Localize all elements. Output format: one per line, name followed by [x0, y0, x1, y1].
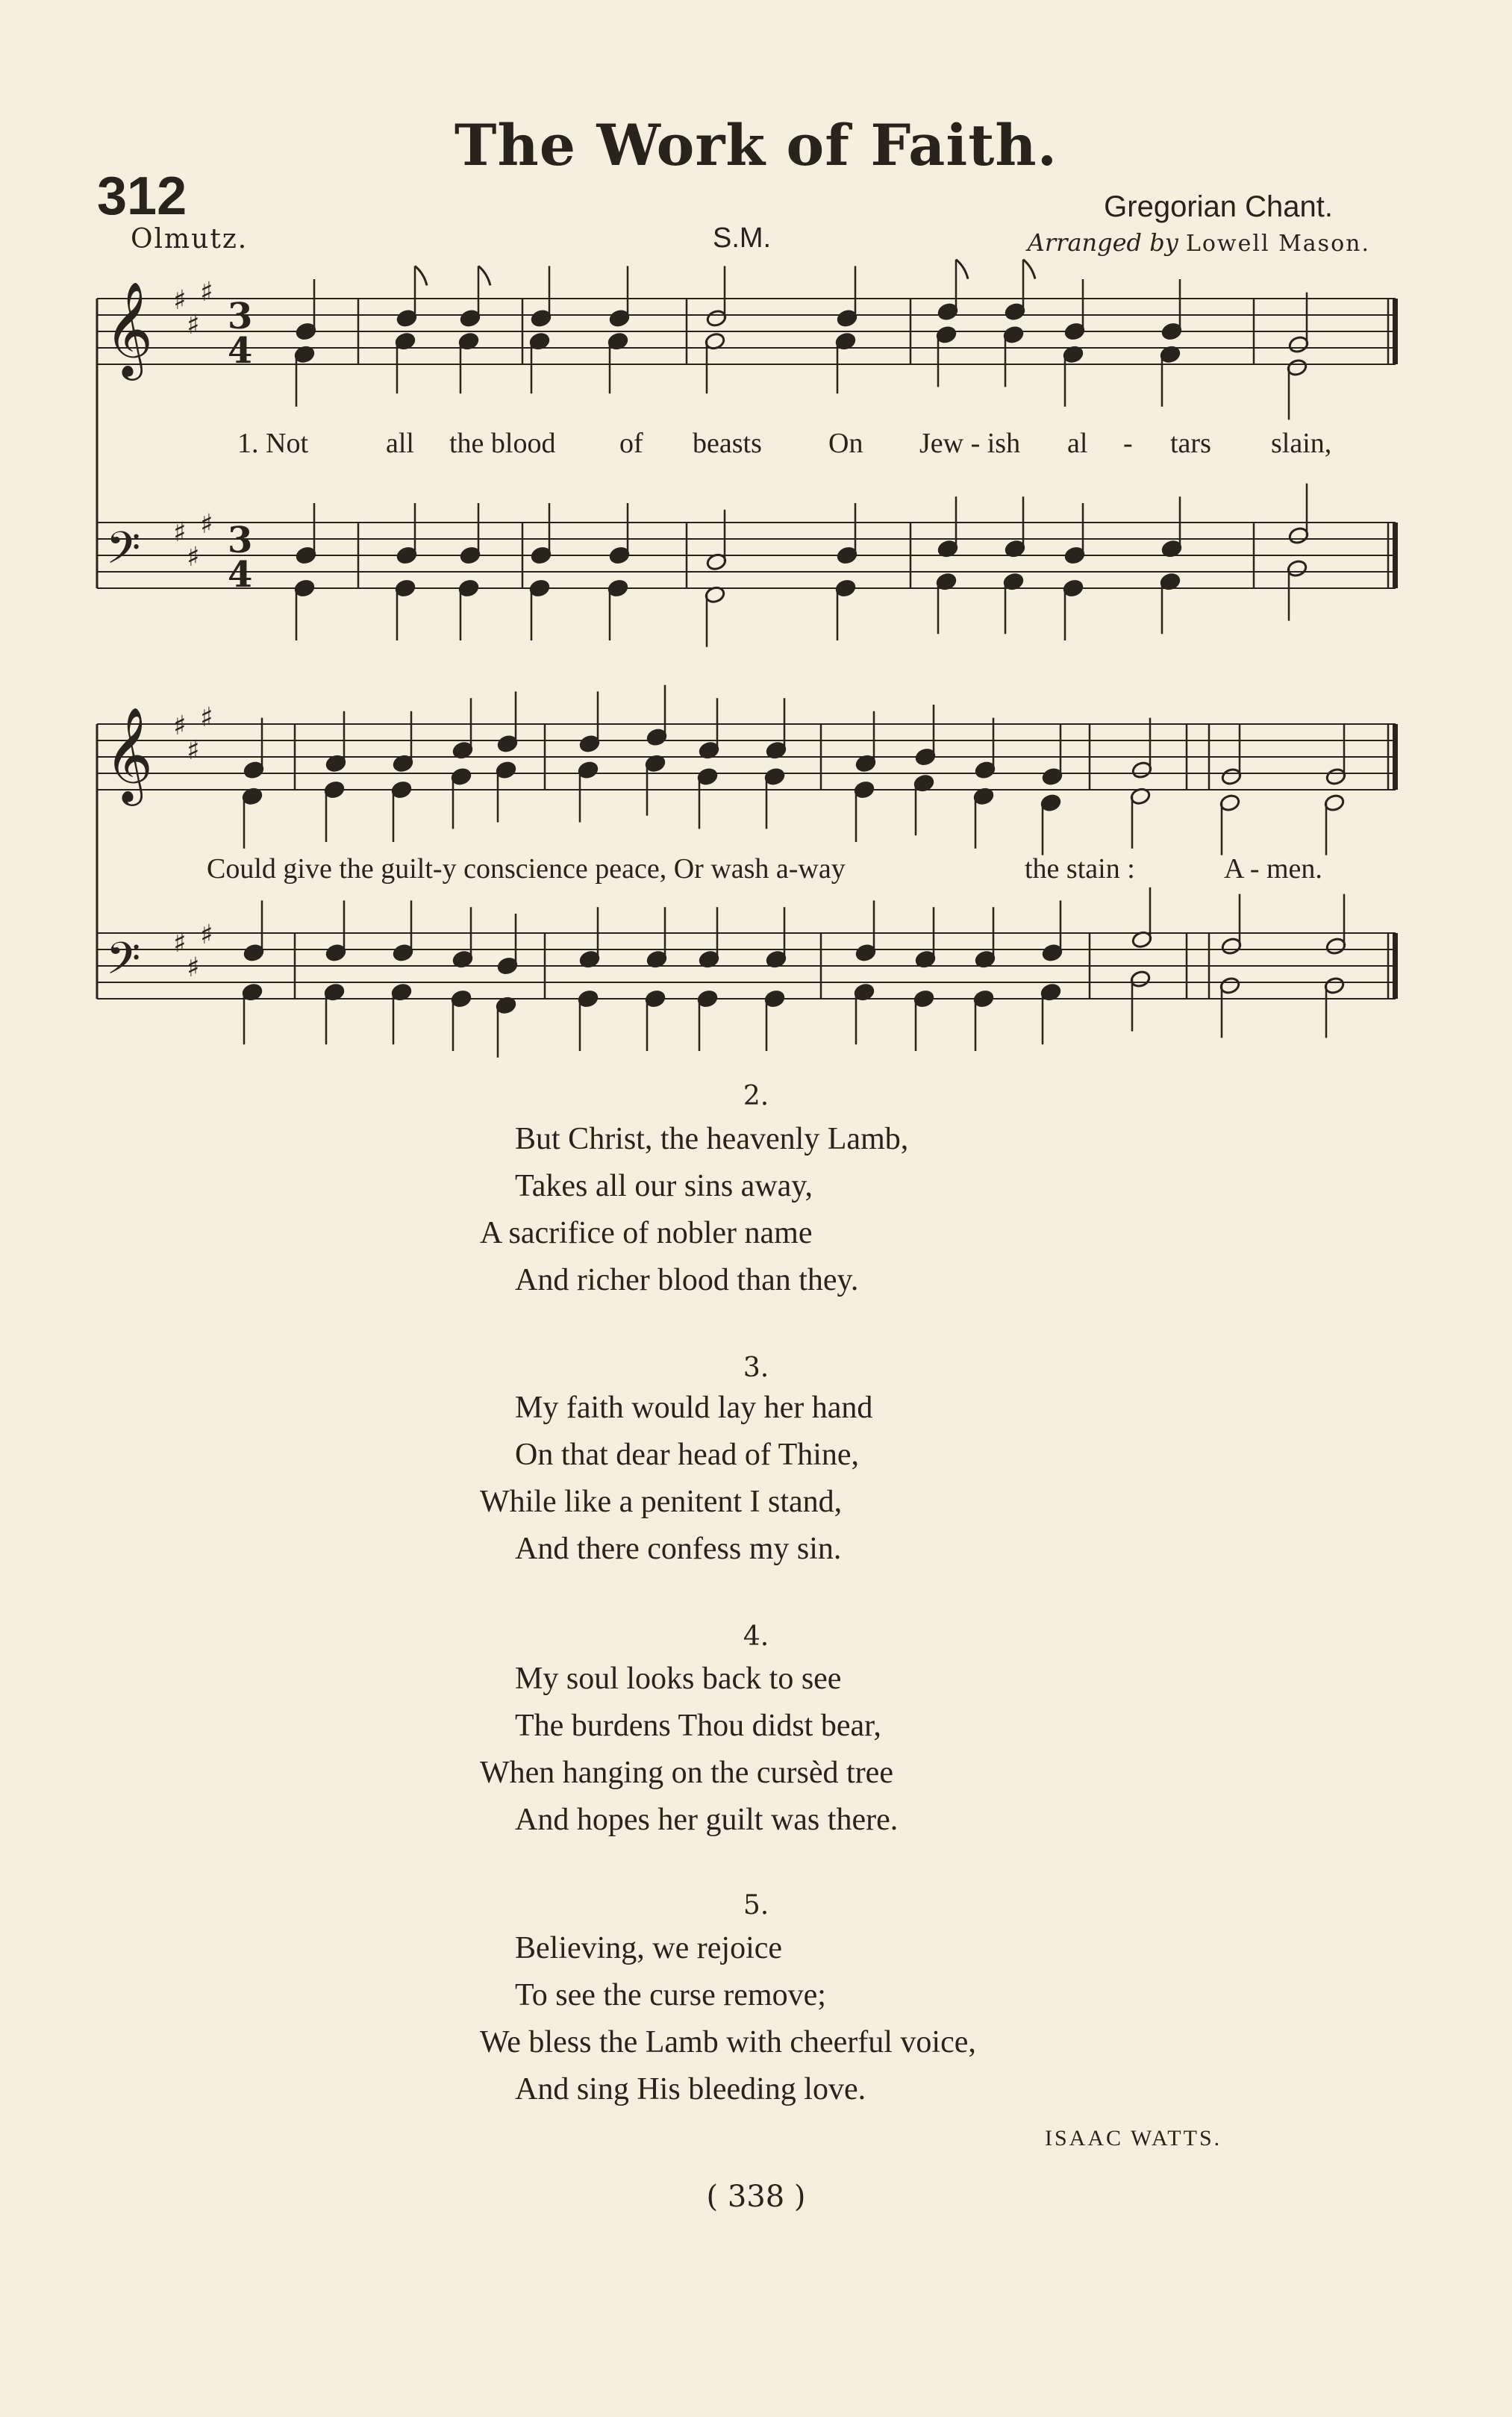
verse-line: And hopes her guilt was there.	[515, 1803, 899, 1837]
tune-name: Olmutz.	[131, 224, 249, 255]
note-flag	[956, 260, 968, 279]
verse-line: We bless the Lamb with cheerful voice,	[480, 2025, 976, 2059]
sharp-sign: ♯	[200, 920, 213, 950]
lyric-syllable: -	[1123, 428, 1133, 459]
lyric-syllable: of	[619, 428, 643, 459]
hymn-number: 312	[97, 166, 187, 226]
verse-number: 4.	[743, 1621, 769, 1652]
verse-line: And sing His bleeding love.	[515, 2072, 866, 2106]
sharp-sign: ♯	[200, 702, 213, 733]
verse-line: To see the curse remove;	[515, 1978, 826, 2012]
lyric-syllable: slain,	[1271, 428, 1332, 459]
final-bar-line	[1393, 523, 1398, 588]
time-signature-bottom: 4	[228, 330, 253, 372]
music-score	[0, 0, 1512, 1075]
verse-line: When hanging on the cursèd tree	[480, 1756, 893, 1790]
lyric-phrase: A - men.	[1224, 853, 1322, 885]
lyrics-line-1	[0, 427, 1512, 464]
verse-line: Takes all our sins away,	[515, 1169, 813, 1203]
lyric-phrase: Could give the guilt-y conscience peace, Or wash a-way	[207, 853, 846, 885]
verse-number: 2.	[743, 1081, 769, 1111]
bass-clef: 𝄢	[106, 522, 141, 584]
verse-number: 3.	[743, 1353, 769, 1383]
time-signature-top: 3	[228, 296, 253, 337]
final-bar-line	[1393, 724, 1398, 790]
sharp-sign: ♯	[187, 952, 200, 983]
lyric-syllable: the blood	[449, 428, 556, 459]
note-flag	[415, 266, 427, 285]
meter: S.M.	[713, 222, 772, 254]
lyric-syllable: Jew - ish	[919, 428, 1021, 459]
sharp-sign: ♯	[173, 711, 187, 741]
verse-line: On that dear head of Thine,	[515, 1438, 860, 1472]
arranger-name: Lowell Mason.	[1185, 231, 1370, 257]
verse-line: A sacrifice of nobler name	[480, 1216, 813, 1250]
hymn-title: The Work of Faith.	[454, 112, 1058, 178]
time-signature-top: 3	[228, 520, 253, 561]
verse-number: 5.	[743, 1890, 769, 1921]
verse-line: The burdens Thou didst bear,	[515, 1709, 881, 1743]
final-bar-line	[1393, 299, 1398, 364]
lyric-syllable: beasts	[693, 428, 762, 459]
arranger-prefix: Arranged by	[1027, 228, 1178, 257]
verse-line: And richer blood than they.	[515, 1263, 859, 1297]
lyric-phrase: the stain :	[1025, 853, 1135, 885]
sharp-sign: ♯	[187, 735, 200, 766]
source-attribution: Gregorian Chant.	[1104, 190, 1333, 223]
lyric-syllable: all	[386, 428, 414, 459]
verse-line: Believing, we rejoice	[515, 1931, 783, 1965]
time-signature-bottom: 4	[228, 554, 253, 596]
author-credit: ISAAC WATTS.	[1045, 2126, 1222, 2151]
verse-line: My faith would lay her hand	[515, 1391, 873, 1425]
final-bar-line	[1393, 933, 1398, 999]
lyric-syllable: On	[828, 428, 863, 459]
lyric-syllable: tars	[1170, 428, 1211, 459]
treble-clef: 𝄞	[104, 706, 154, 802]
sharp-sign: ♯	[187, 542, 200, 573]
verse-line: While like a penitent I stand,	[480, 1485, 843, 1519]
lyric-syllable: al	[1067, 428, 1088, 459]
treble-clef: 𝄞	[104, 281, 154, 376]
sharp-sign: ♯	[173, 517, 187, 548]
lyric-syllable: 1. Not	[237, 428, 308, 459]
sharp-sign: ♯	[173, 285, 187, 316]
verse-line: And there confess my sin.	[515, 1532, 842, 1566]
sharp-sign: ♯	[200, 509, 213, 540]
lyrics-line-2	[0, 852, 1512, 890]
sharp-sign: ♯	[173, 928, 187, 958]
sharp-sign: ♯	[187, 310, 200, 340]
bass-clef: 𝄢	[106, 932, 141, 995]
note-flag	[1023, 260, 1035, 279]
sharp-sign: ♯	[200, 277, 213, 308]
page-number: ( 338 )	[706, 2180, 806, 2214]
verse-line: My soul looks back to see	[515, 1662, 842, 1696]
verse-line: But Christ, the heavenly Lamb,	[515, 1122, 909, 1156]
note-flag	[478, 266, 490, 285]
